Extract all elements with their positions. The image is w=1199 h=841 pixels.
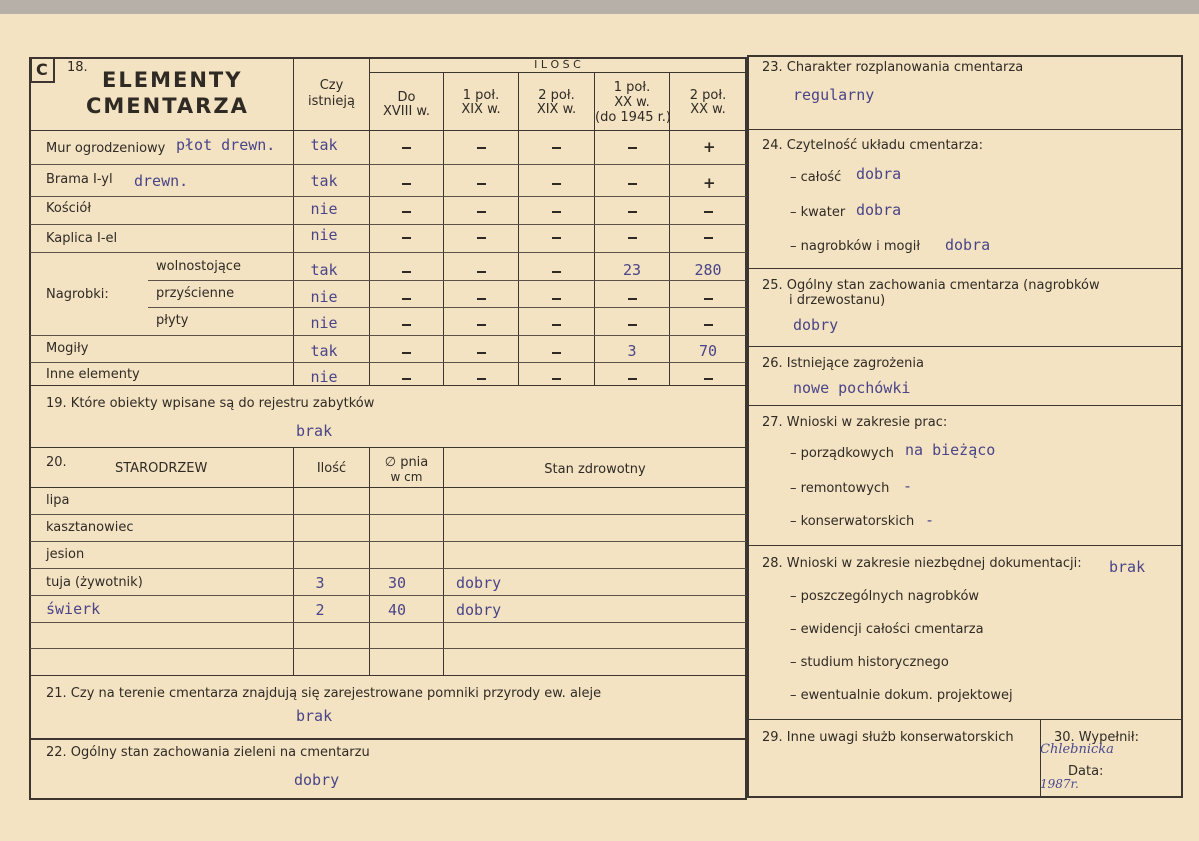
q24-item-2: – nagrobków i mogił	[790, 239, 921, 254]
col-1xx-2: XX w.	[614, 95, 650, 110]
q28-item-0: – poszczególnych nagrobków	[790, 589, 980, 604]
dash-mark	[402, 211, 411, 213]
dash-mark	[402, 352, 411, 354]
dash-mark	[477, 211, 486, 213]
q27-answer-2: -	[925, 511, 935, 529]
row-note-mur: płot drewn.	[176, 136, 276, 154]
dash-mark	[477, 147, 486, 149]
q27-item-1: – remontowych	[790, 481, 890, 496]
q28-item-2: – studium historycznego	[790, 655, 949, 670]
dash-mark	[552, 271, 561, 273]
count-value: 3	[627, 342, 637, 360]
section-letter: C	[36, 60, 48, 79]
q28-item-1: – ewidencji całości cmentarza	[790, 622, 984, 637]
exists-6: nie	[310, 314, 338, 332]
dash-mark	[477, 237, 486, 239]
row-note-brama: drewn.	[134, 172, 189, 190]
q24-item-0: – całość	[790, 170, 842, 185]
exists-4: tak	[310, 261, 338, 279]
col-1xx-1: 1 poł.	[613, 80, 651, 95]
tree-diam-4: 40	[387, 601, 407, 619]
dash-mark	[402, 237, 411, 239]
exists-7: tak	[310, 342, 338, 360]
col-2xx-2: XX w.	[690, 102, 726, 117]
q27-label: 27. Wnioski w zakresie prac:	[762, 415, 948, 430]
q30-signature: Chlebnicka	[1040, 742, 1114, 757]
count-value: 23	[622, 261, 642, 279]
q25-label-2: i drzewostanu)	[789, 293, 886, 308]
q27-answer-1: -	[903, 477, 913, 495]
q21-label: 21. Czy na terenie cmentarza znajdują się zarejestrowane pomniki przyrody ew. aleje	[46, 686, 602, 701]
dash-mark	[552, 237, 561, 239]
dash-mark	[552, 183, 561, 185]
row-label-przyscienne: przyścienne	[156, 286, 235, 301]
row-label-mogily: Mogiły	[46, 341, 89, 356]
dash-mark	[628, 147, 637, 149]
dash-mark	[477, 378, 486, 380]
row-label-brama: Brama I-yl	[46, 172, 113, 187]
col-czy-line2: istnieją	[308, 94, 355, 109]
dash-mark	[628, 183, 637, 185]
q23-answer: regularny	[793, 86, 875, 104]
q19-label: 19. Które obiekty wpisane są do rejestru zabytków	[46, 396, 375, 411]
dash-mark	[704, 298, 713, 300]
dash-mark	[402, 271, 411, 273]
plus-mark: +	[703, 138, 716, 156]
q29-label: 29. Inne uwagi służb konserwatorskich	[762, 730, 1014, 745]
dash-mark	[552, 211, 561, 213]
q24-item-1: – kwater	[790, 205, 846, 220]
section-18-title-line1: ELEMENTY	[102, 68, 243, 92]
row-label-mur: Mur ogrodzeniowy	[46, 141, 166, 156]
q22-answer: dobry	[294, 771, 340, 789]
q26-answer: nowe pochówki	[793, 379, 911, 397]
dash-mark	[477, 324, 486, 326]
tree-diam-3: 30	[387, 574, 407, 592]
q25-answer: dobry	[793, 316, 839, 334]
dash-mark	[477, 298, 486, 300]
tree-qty-3: 3	[315, 574, 325, 592]
q28-answer: brak	[1109, 558, 1146, 576]
q25-label-1: 25. Ogólny stan zachowania cmentarza (nagrobków	[762, 278, 1100, 293]
col-xviii-1: Do	[397, 90, 416, 105]
q22-label: 22. Ogólny stan zachowania zieleni na cmentarzu	[46, 745, 370, 760]
exists-5: nie	[310, 288, 338, 306]
dash-mark	[402, 378, 411, 380]
q24-label: 24. Czytelność układu cmentarza:	[762, 138, 984, 153]
ilosc-header: I L O Ś Ć	[534, 58, 581, 71]
exists-1: tak	[310, 172, 338, 190]
dash-mark	[552, 298, 561, 300]
dash-mark	[628, 324, 637, 326]
col-czy-line1: Czy	[319, 78, 344, 93]
q27-item-0: – porządkowych	[790, 446, 894, 461]
q20-col-pnia-2: w cm	[390, 470, 423, 484]
dash-mark	[628, 211, 637, 213]
tree-name-4: świerk	[46, 600, 101, 618]
section-18-number: 18.	[67, 60, 88, 75]
exists-8: nie	[310, 368, 338, 386]
dash-mark	[402, 298, 411, 300]
exists-0: tak	[310, 136, 338, 154]
dash-mark	[704, 237, 713, 239]
row-label-inne: Inne elementy	[46, 367, 140, 382]
q30-label: 30. Wypełnił:	[1054, 730, 1139, 745]
dash-mark	[628, 298, 637, 300]
dash-mark	[628, 237, 637, 239]
dash-mark	[552, 324, 561, 326]
q27-item-2: – konserwatorskich	[790, 514, 915, 529]
dash-mark	[552, 352, 561, 354]
dash-mark	[402, 324, 411, 326]
tree-name-0: lipa	[46, 493, 70, 508]
dash-mark	[704, 211, 713, 213]
count-value: 280	[694, 261, 722, 279]
q30-date-label: Data:	[1068, 764, 1104, 779]
q20-header: STARODRZEW	[115, 461, 208, 476]
tree-state-4: dobry	[456, 601, 502, 619]
q30-date: 1987r.	[1040, 777, 1079, 791]
col-1xix-1: 1 poł.	[462, 88, 500, 103]
q20-col-stan: Stan zdrowotny	[544, 462, 646, 477]
q24-answer-2: dobra	[945, 236, 991, 254]
dash-mark	[552, 378, 561, 380]
tree-qty-4: 2	[315, 601, 325, 619]
q19-answer: brak	[296, 422, 333, 440]
q21-answer: brak	[296, 707, 333, 725]
nagrobki-label: Nagrobki:	[46, 287, 109, 302]
dash-mark	[704, 378, 713, 380]
tree-name-2: jesion	[46, 547, 85, 562]
row-label-plyty: płyty	[156, 313, 189, 328]
q24-answer-1: dobra	[856, 201, 902, 219]
q23-label: 23. Charakter rozplanowania cmentarza	[762, 60, 1024, 75]
exists-3: nie	[310, 226, 338, 244]
q27-answer-0: na bieżąco	[905, 441, 996, 459]
col-xviii-2: XVIII w.	[382, 104, 430, 119]
q24-answer-0: dobra	[856, 165, 902, 183]
q20-col-pnia-1: ∅ pnia	[384, 455, 429, 470]
col-1xix-2: XIX w.	[461, 102, 501, 117]
row-label-kaplica: Kaplica I-el	[46, 231, 118, 246]
dash-mark	[704, 324, 713, 326]
dash-mark	[402, 183, 411, 185]
q26-label: 26. Istniejące zagrożenia	[762, 356, 924, 371]
plus-mark: +	[703, 174, 716, 192]
tree-state-3: dobry	[456, 574, 502, 592]
q20-col-ilosc: Ilość	[316, 461, 347, 476]
dash-mark	[628, 378, 637, 380]
col-2xix-1: 2 poł.	[538, 88, 575, 103]
count-value: 70	[698, 342, 718, 360]
col-2xix-2: XIX w.	[536, 102, 577, 117]
dash-mark	[552, 147, 561, 149]
tree-name-3: tuja (żywotnik)	[46, 575, 143, 590]
row-label-kosciol: Kościół	[46, 201, 92, 216]
col-2xx-1: 2 poł.	[689, 88, 727, 103]
dash-mark	[477, 271, 486, 273]
dash-mark	[477, 183, 486, 185]
q28-item-3: – ewentualnie dokum. projektowej	[790, 688, 1013, 703]
q20-number: 20.	[46, 455, 67, 470]
section-18-title-line2: CMENTARZA	[86, 94, 249, 118]
dash-mark	[477, 352, 486, 354]
row-label-wolnostojace: wolnostojące	[156, 259, 241, 274]
dash-mark	[402, 147, 411, 149]
tree-name-1: kasztanowiec	[46, 520, 134, 535]
col-1xx-3: (do 1945 r.)	[595, 110, 671, 125]
exists-2: nie	[310, 200, 338, 218]
q28-label: 28. Wnioski w zakresie niezbędnej dokumentacji:	[762, 556, 1082, 571]
